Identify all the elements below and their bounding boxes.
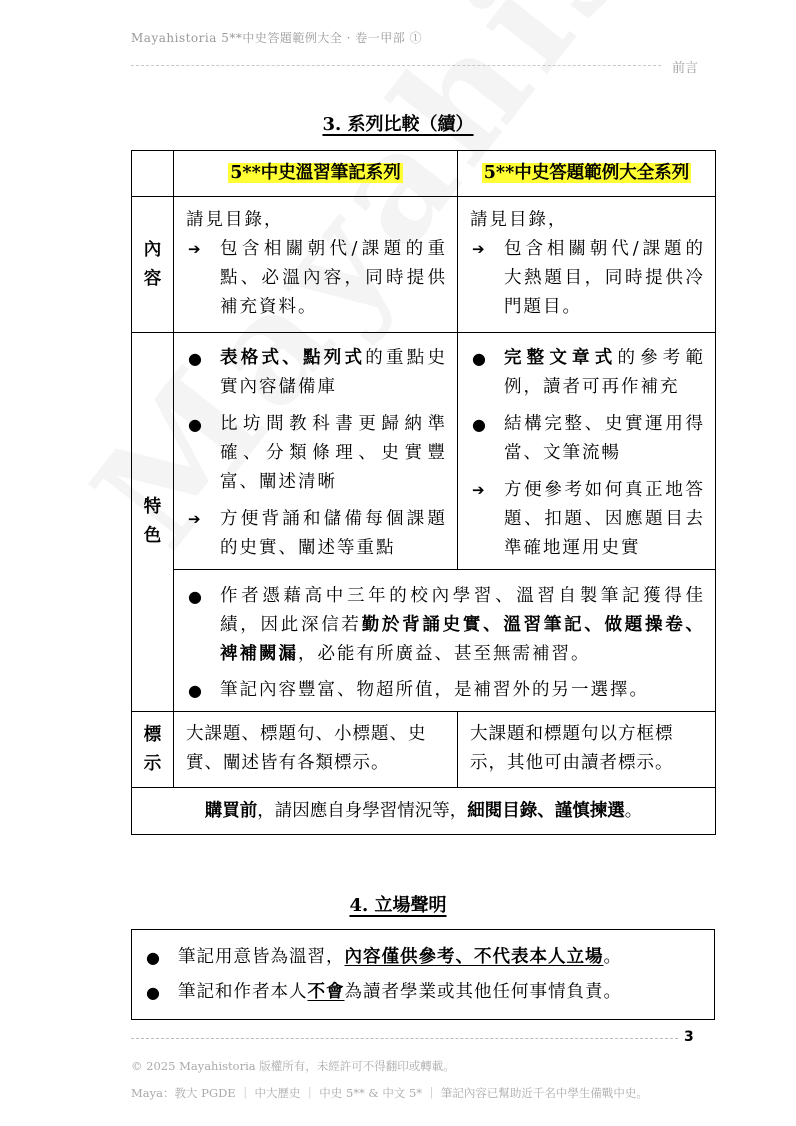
features-answers-point-1: 完整文章式的參考範例，讀者可再作補充 — [504, 348, 705, 397]
features-notes-point-3: 方便背誦和儲備每個課題的史實、闡述等重點 — [220, 509, 447, 558]
features-answers-point-2: 結構完整、史實運用得當、文筆流暢 — [504, 414, 705, 463]
disclaimer-point-1: 筆記用意皆為溫習，內容僅供參考、不代表本人立場。 — [178, 947, 622, 967]
bullet-icon: ● — [188, 349, 204, 368]
bullet-icon: ● — [472, 349, 488, 368]
table-row-features-shared — [132, 570, 716, 712]
features-notes-point-2: 比坊間教科書更歸納準確、分類條理、史實豐富、闡述清晰 — [220, 414, 447, 492]
content-answers-point: 包含相關朝代/課題的大熱題目，同時提供冷門題目。 — [504, 239, 705, 317]
row-label-content: 內 容 — [132, 197, 174, 333]
bullet-icon: ● — [146, 983, 161, 1002]
notes-series-title: 5**中史溫習筆記系列 — [230, 163, 401, 183]
running-header-section: 前言 — [672, 61, 699, 76]
purchase-advice-cell: 購買前，請因應自身學習情況等，細閱目錄、謹慎揀選。 — [132, 788, 716, 835]
comparison-table — [131, 150, 716, 835]
author-bio: Maya：教大 PGDE ｜ 中大歷史 ｜ 中史 5** & 中文 5* ｜ 筆記內容已幫助近千名中學生備戰中史。 — [131, 1086, 648, 1100]
footer-divider — [131, 1038, 678, 1039]
arrow-icon: ➔ — [188, 510, 203, 528]
corner-cell — [132, 151, 174, 197]
table-row-content — [132, 197, 716, 333]
column-header-notes — [174, 151, 458, 197]
bullet-icon: ● — [188, 681, 204, 700]
section-4-heading — [0, 891, 796, 917]
marking-notes-cell: 大課題、標題句、小標題、史實、闡述皆有各類標示。 — [174, 712, 458, 788]
running-header-title: Mayahistoria 5**中史答題範例大全 · 卷一甲部 ① — [131, 31, 423, 45]
table-header-row — [132, 151, 716, 197]
bullet-icon: ● — [188, 587, 204, 606]
section-3-title: 3. 系列比較（續） — [322, 114, 474, 135]
features-notes-cell — [174, 333, 458, 570]
bullet-icon: ● — [146, 948, 161, 967]
features-answers-cell — [458, 333, 716, 570]
features-shared-point-1: 作者憑藉高中三年的校內學習、溫習自製筆記獲得佳績，因此深信若勤於背誦史實、溫習筆記、做題操卷、裨補闕漏，必能有所廣益、甚至無需補習。 — [220, 586, 706, 664]
table-footer-row — [132, 788, 716, 835]
content-notes-cell — [174, 197, 458, 333]
disclaimer-point-2: 筆記和作者本人不會為讀者學業或其他任何事情負責。 — [178, 982, 622, 1002]
features-notes-point-1: 表格式、點列式的重點史實內容儲備庫 — [220, 348, 447, 397]
content-notes-point: 包含相關朝代/課題的重點、必溫內容，同時提供補充資料。 — [220, 239, 447, 317]
table-row-features — [132, 333, 716, 570]
features-answers-point-3: 方便參考如何真正地答題、扣題、因應題目去準確地運用史實 — [504, 480, 705, 558]
marking-answers-cell: 大課題和標題句以方框標示，其他可由讀者標示。 — [458, 712, 716, 788]
arrow-icon: ➔ — [472, 240, 487, 258]
content-answers-intro: 請見目錄， — [470, 210, 568, 230]
header-divider — [131, 65, 661, 66]
page-number: 3 — [684, 1029, 694, 1045]
content-answers-cell — [458, 197, 716, 333]
features-shared-point-2: 筆記內容豐富、物超所值，是補習外的另一選擇。 — [220, 680, 649, 700]
features-shared-cell — [174, 570, 716, 712]
column-header-answers — [458, 151, 716, 197]
answers-series-title: 5**中史答題範例大全系列 — [483, 163, 690, 183]
row-label-marking: 標 示 — [132, 712, 174, 788]
copyright-notice: © 2025 Mayahistoria 版權所有，未經許可不得翻印或轉載。 — [131, 1059, 455, 1073]
section-3-heading — [0, 110, 796, 136]
bullet-icon: ● — [472, 415, 488, 434]
disclaimer-box — [131, 929, 715, 1020]
bullet-icon: ● — [188, 415, 204, 434]
row-label-features: 特 色 — [132, 333, 174, 712]
arrow-icon: ➔ — [188, 240, 203, 258]
section-4-title: 4. 立場聲明 — [349, 895, 447, 916]
table-row-labels — [132, 712, 716, 788]
content-notes-intro: 請見目錄， — [186, 210, 284, 230]
arrow-icon: ➔ — [472, 481, 487, 499]
